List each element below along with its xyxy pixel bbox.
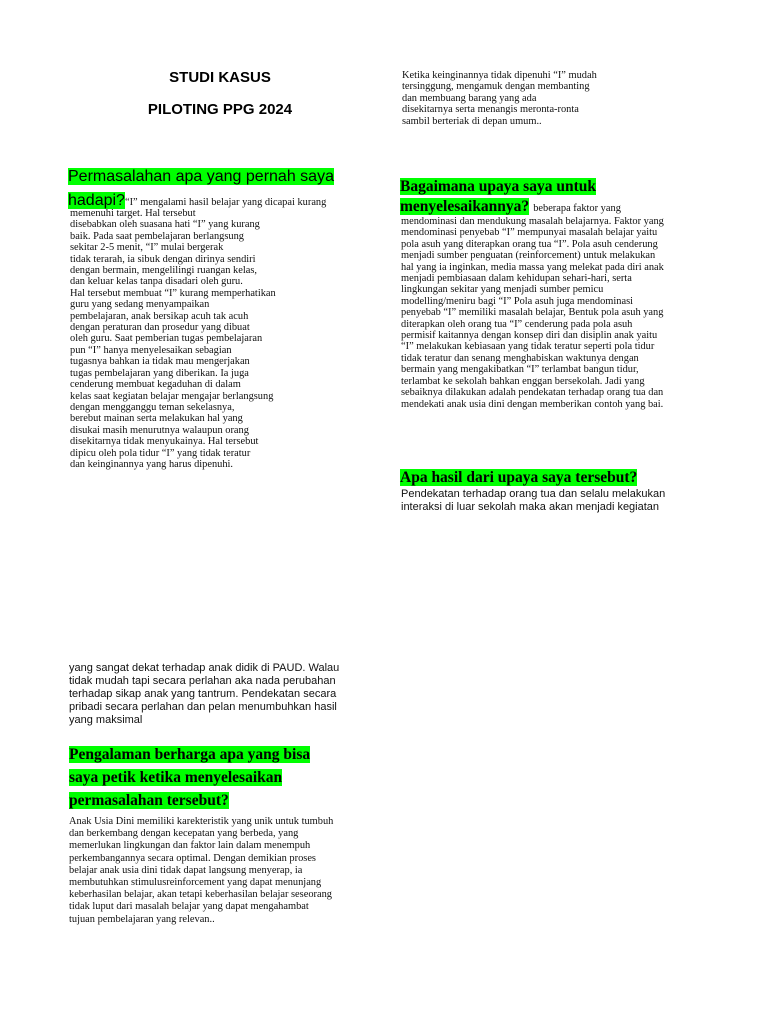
text-line: “I” melakukan kebiasaan yang tidak teratur seperti pola tidur [401, 341, 655, 353]
text-line: diterapkan oleh orang tua “I” cenderung pada pola asuh [401, 318, 633, 330]
text-line: dengan peraturan dan prosedur yang dibuat [70, 322, 250, 334]
text-line: mendekati anak usia dini dengan memberikan contoh yang bai. [401, 398, 664, 410]
text-line: tugasnya bahkan ia tidak mau mengerjakan [70, 356, 250, 368]
text-line: dipicu oleh pola tidur “I” yang tidak teratur [70, 447, 251, 459]
text-line: tidak luput dari masalah belajar yang dapat mengahambat [69, 901, 309, 913]
text-line: tujuan pembelajaran yang relevan.. [69, 913, 215, 925]
text-line: tidak teratur dan senang menghabiskan waktunya dengan [401, 352, 639, 364]
text-line: disukai masih menurutnya walaupun orang [70, 424, 249, 436]
text-line: disekitarnya serta menangis meronta-ronta [402, 104, 579, 116]
text-line: pribadi secara perlahan dan pelan menumbuhkan hasil [69, 701, 337, 713]
document-title: STUDI KASUS [169, 69, 271, 86]
section-heading-lesson: Pengalaman berharga apa yang bisa saya petik ketika menyelesaikan permasalahan tersebut? [69, 746, 311, 809]
text-line: lingkungan sekitar yang menjadi sumber pemicu [401, 284, 604, 296]
text-line: kelas saat kegiatan belajar mengajar berlangsung [70, 390, 274, 402]
text-line: hal yang ia inginkan, media massa yang melekat pada diri anak [401, 261, 664, 273]
text-line: pun “I” hanya menyelesaikan sebagian [70, 344, 232, 356]
problem-text-first-line: “I” mengalami hasil belajar yang dicapai kurang [124, 197, 327, 208]
text-line: penyebab “I” memiliki masalah belajar, Bentuk pola asuh yang [401, 307, 664, 319]
text-line: dengan bermain, mengelilingi ruangan kelas, [70, 265, 257, 277]
text-line: disekitarnya tidak menyukainya. Hal tersebut [70, 436, 259, 448]
solution-body-text [401, 216, 711, 410]
text-line: terlambat ke sekolah bahkan enggan bersekolah. Jadi yang [401, 375, 645, 387]
lesson-body-text [69, 816, 379, 926]
text-line: dan berkembang dengan kecepatan yang berbeda, yang [69, 828, 299, 840]
document-subtitle: PILOTING PPG 2024 [147, 101, 293, 118]
text-line: yang maksimal [69, 714, 143, 726]
text-line: Ketika keinginannya tidak dipenuhi “I” mudah [402, 70, 597, 81]
text-line: memenuhi target. Hal tersebut [70, 208, 196, 219]
text-line: belajar anak usia dini tidak dapat langsung menyerap, ia [69, 864, 303, 876]
text-line: pola asuh yang diterapkan orang tua “I”. Pola asuh cenderung [401, 238, 658, 250]
text-line: oleh guru. Saat pemberian tugas pembelajaran [70, 333, 263, 345]
text-line: pembelajaran, anak bersikap acuh tak acuh [70, 310, 249, 322]
text-line: terhadap sikap anak yang tantrum. Pendekatan secara [69, 688, 337, 700]
result-body-continued [69, 662, 369, 727]
text-line: cenderung membuat kegaduhan di dalam [70, 379, 241, 391]
text-line: baik. Pada saat pembelajaran berlangsung [70, 230, 244, 242]
text-line: tugas pembelajaran yang diberikan. Ia juga [70, 367, 249, 379]
text-line: dengan mengganggu teman sekelasnya, [70, 401, 235, 413]
text-line: menjadi sumber penguatan (reinforcement) untuk melakukan [401, 250, 656, 262]
text-line: sekitar 2-5 menit, “I” mulai bergerak [70, 242, 224, 254]
text-line: Anak Usia Dini memiliki karekteristik yang unik untuk tumbuh [69, 816, 334, 827]
text-line: sambil berteriak di depan umum.. [402, 115, 542, 127]
section-heading-solution: Bagaimana upaya saya untuk [400, 178, 596, 195]
text-line: Hal tersebut membuat “I” kurang memperhatikan [70, 287, 276, 299]
text-line: bermain yang mengakibatkan “I” terlambat bangun tidur, [401, 364, 639, 376]
text-line: mendominasi dan mendukung masalah belajarnya. Faktor yang [401, 216, 664, 227]
text-line: disebabkan oleh suasana hati “I” yang kurang [70, 219, 260, 231]
text-line: menjadi pembiasaan dalam kehidupan sehari-hari, serta [401, 273, 632, 285]
text-line: guru yang sedang menyampaikan [70, 299, 210, 311]
text-line: berebut mainan serta melakukan hal yang [70, 413, 243, 425]
text-line: dan keinginannya yang harus dipenuhi. [70, 458, 234, 470]
text-line: dan keluar kelas tanpa disadari oleh guru. [70, 276, 243, 288]
text-line: modelling/meniru bagi “I” Pola asuh juga mendominasi [401, 295, 634, 307]
section-heading-problem: Permasalahan apa yang pernah saya [68, 168, 334, 185]
text-line: keberhasilan belajar, akan tetapi keberhasilan belajar seseorang [69, 889, 332, 901]
text-line: dan membuang barang yang ada [402, 92, 537, 104]
text-line: tidak terarah, ia sibuk dengan dirinya sendiri [70, 253, 256, 265]
text-line: mendominasi penyebab “I” mempunyai masalah belajar yaitu [401, 227, 658, 239]
result-body-text [401, 488, 711, 513]
section-heading-solution-line2: menyelesaikannya? beberapa faktor yang [400, 198, 621, 215]
text-line: interaksi di luar sekolah maka akan menjadi kegiatan [401, 500, 660, 513]
problem-body-text [70, 208, 370, 470]
text-line: memerlukan lingkungan dan faktor lain dalam menempuh [69, 840, 311, 852]
solution-text-first-line: beberapa faktor yang [533, 203, 621, 214]
text-line: sebaiknya dilakukan adalah pendekatan terhadap orang tua dan [401, 387, 664, 399]
text-line: perkembangannya secara optimal. Dengan demikian proses [69, 852, 316, 864]
section-heading-problem-line2: hadapi?“I” mengalami hasil belajar yang dicapai kurang [68, 192, 327, 209]
text-line: permisif kaitannya dengan konsep diri dan disiplin anak yaitu [401, 330, 658, 342]
text-line: Pendekatan terhadap orang tua dan selalu melakukan [401, 488, 666, 500]
text-line: membutuhkan stimulusreinforcement yang dapat menunjang [69, 877, 322, 889]
text-line: tersinggung, mengamuk dengan membanting [402, 81, 590, 93]
text-line: tidak mudah tapi secara perlahan aka nada perubahan [69, 675, 336, 687]
text-line: yang sangat dekat terhadap anak didik di PAUD. Walau [69, 662, 340, 674]
section-heading-result: Apa hasil dari upaya saya tersebut? [400, 469, 638, 486]
tantrum-description-text [402, 70, 702, 127]
